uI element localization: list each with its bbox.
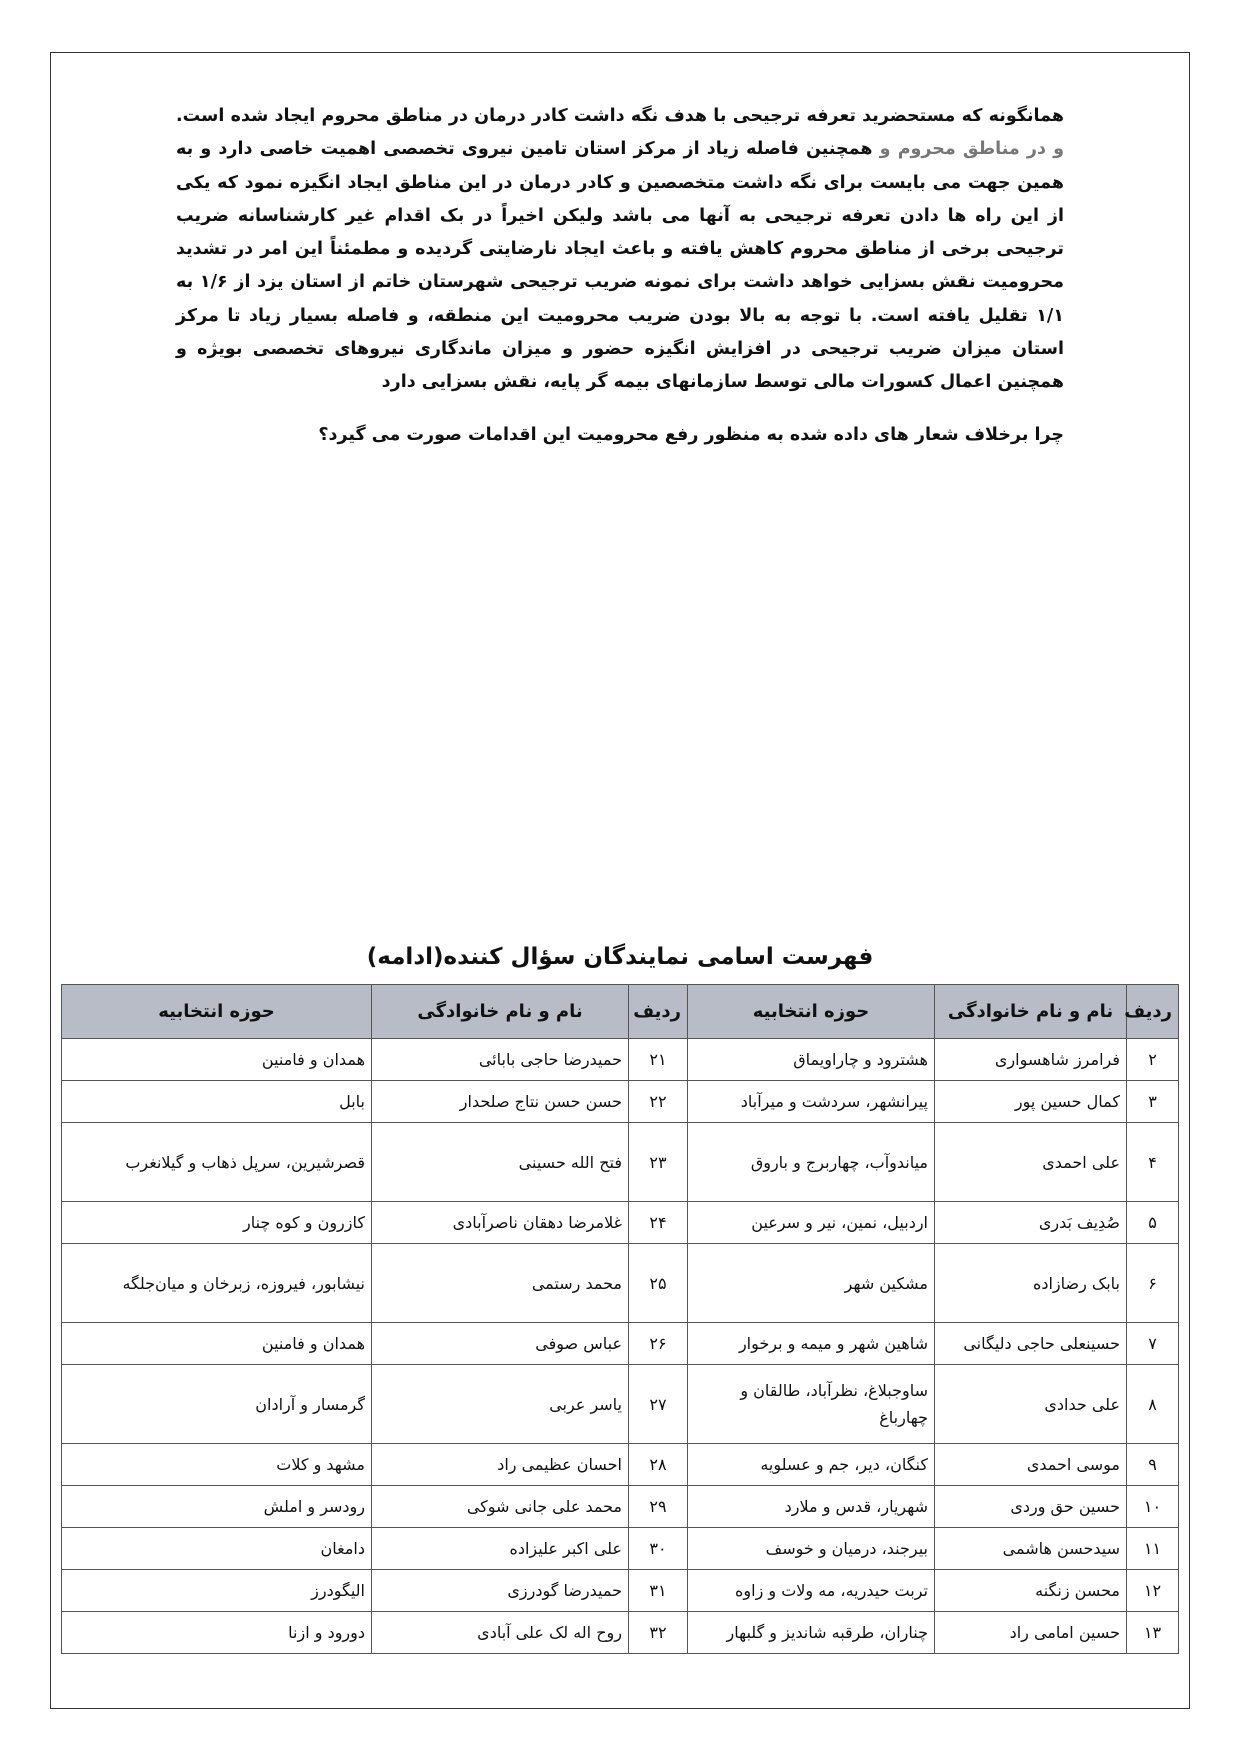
row-number: ۲۴ <box>629 1202 688 1244</box>
table-row <box>62 1123 1179 1202</box>
header-name: نام و نام خانوادگی <box>372 985 629 1039</box>
rep-district: هشترود و چاراویماق <box>688 1039 935 1081</box>
row-number: ۱۱ <box>1127 1528 1179 1570</box>
table-row <box>62 1202 1179 1244</box>
body-paragraph <box>176 100 1064 400</box>
paragraph-part-1: همانگونه که مستحضرید تعرفه ترجیحی با هدف نگه داشت کادر درمان در مناطق محروم ایجاد شده است. <box>176 106 1064 126</box>
paragraph-part-3: همچنین فاصله زیاد از مرکز استان تامین نیروی تخصصی اهمیت خاصی دارد و به همین جهت می بایست برای نگه داشت متخصصین و کادر درمان در این مناطق ایجاد انگیزه نمود که یکی از این راه ها دادن تعرفه ترجیحی به آنها می باشد ولیکن اخیراً در بک اقدام غیر کارشناسانه ضریب ترجیحی برخی از مناطق محروم کاهش یافته و باعث ایجاد نارضایتی گردیده و مطمئناً این امر در تشدید محرومیت نقش بسزایی خواهد داشت برای نمونه ضریب ترجیحی شهرستان خاتم از استان یزد از ۱/۶ به ۱/۱ تقلیل یافته است. با توجه به بالا بودن ضریب محرومیت این منطقه، و فاصله بسیار زیاد تا مرکز استان میزان ضریب ترجیحی در افزایش انگیزه حضور و میزان ماندگاری نیروهای تخصصی بویژه و همچنین اعمال کسورات مالی توسط سازمانهای بیمه گر پایه، نقش بسزایی دارد <box>176 139 1064 393</box>
paragraph-part-2: و در مناطق محروم و <box>879 139 1064 160</box>
row-number: ۲۸ <box>629 1444 688 1486</box>
rep-name: حسین حق وردی <box>935 1486 1127 1528</box>
table-row <box>62 1081 1179 1123</box>
rep-name: حسن حسن نتاج صلحدار <box>372 1081 629 1123</box>
rep-name: محسن زنگنه <box>935 1570 1127 1612</box>
rep-district: قصرشیرین، سرپل ذهاب و گیلانغرب <box>62 1123 372 1202</box>
row-number: ۹ <box>1127 1444 1179 1486</box>
rep-name: کمال حسین پور <box>935 1081 1127 1123</box>
row-number: ۳۱ <box>629 1570 688 1612</box>
rep-name: سیدحسن هاشمی <box>935 1528 1127 1570</box>
rep-name: محمد رستمی <box>372 1244 629 1323</box>
table-row <box>62 1365 1179 1444</box>
rep-name: علی حدادی <box>935 1365 1127 1444</box>
rep-name: غلامرضا دهقان ناصرآبادی <box>372 1202 629 1244</box>
rep-name: عباس صوفی <box>372 1323 629 1365</box>
row-number: ۶ <box>1127 1244 1179 1323</box>
rep-district: همدان و فامنین <box>62 1039 372 1081</box>
header-row-number: ردیف <box>629 985 688 1039</box>
row-number: ۲۵ <box>629 1244 688 1323</box>
rep-district: اردبیل، نمین، نیر و سرعین <box>688 1202 935 1244</box>
table-row <box>62 1570 1179 1612</box>
row-number: ۷ <box>1127 1323 1179 1365</box>
rep-district: دورود و ازنا <box>62 1612 372 1654</box>
table-row <box>62 1612 1179 1654</box>
row-number: ۵ <box>1127 1202 1179 1244</box>
table-row <box>62 1486 1179 1528</box>
rep-district: نیشابور، فیروزه، زبرخان و میان‌جلگه <box>62 1244 372 1323</box>
rep-district: مشکین شهر <box>688 1244 935 1323</box>
row-number: ۲۲ <box>629 1081 688 1123</box>
header-name: نام و نام خانوادگی <box>935 985 1127 1039</box>
rep-name: صُدِیف بَدری <box>935 1202 1127 1244</box>
rep-district: کنگان، دیر، جم و عسلویه <box>688 1444 935 1486</box>
rep-name: حمیدرضا گودرزی <box>372 1570 629 1612</box>
rep-district: شهریار، قدس و ملارد <box>688 1486 935 1528</box>
row-number: ۲ <box>1127 1039 1179 1081</box>
row-number: ۲۱ <box>629 1039 688 1081</box>
question-text: چرا برخلاف شعار های داده شده به منظور رفع محرومیت این اقدامات صورت می گیرد؟ <box>318 425 1064 445</box>
row-number: ۲۷ <box>629 1365 688 1444</box>
representatives-table <box>61 984 1179 1654</box>
rep-name: فرامرز شاهسواری <box>935 1039 1127 1081</box>
rep-name: فتح الله حسینی <box>372 1123 629 1202</box>
rep-district: شاهین شهر و میمه و برخوار <box>688 1323 935 1365</box>
rep-name: حسینعلی حاجی دلیگانی <box>935 1323 1127 1365</box>
rep-district: گرمسار و آرادان <box>62 1365 372 1444</box>
row-number: ۱۲ <box>1127 1570 1179 1612</box>
row-number: ۲۹ <box>629 1486 688 1528</box>
rep-name: یاسر عربی <box>372 1365 629 1444</box>
rep-name: حسین امامی راد <box>935 1612 1127 1654</box>
row-number: ۲۳ <box>629 1123 688 1202</box>
header-district: حوزه انتخابیه <box>688 985 935 1039</box>
row-number: ۳۰ <box>629 1528 688 1570</box>
rep-name: حمیدرضا حاجی بابائی <box>372 1039 629 1081</box>
row-number: ۱۳ <box>1127 1612 1179 1654</box>
rep-name: احسان عظیمی راد <box>372 1444 629 1486</box>
rep-district: ساوجبلاغ، نظرآباد، طالقان و چهارباغ <box>688 1365 935 1444</box>
row-number: ۴ <box>1127 1123 1179 1202</box>
table-row <box>62 1039 1179 1081</box>
header-row-number: ردیف <box>1127 985 1179 1039</box>
table-title: فهرست اسامی نمایندگان سؤال کننده(ادامه) <box>366 944 874 970</box>
rep-district: تربت حیدریه، مه ولات و زاوه <box>688 1570 935 1612</box>
rep-district: دامغان <box>62 1528 372 1570</box>
rep-name: محمد علی جانی شوکی <box>372 1486 629 1528</box>
row-number: ۳۲ <box>629 1612 688 1654</box>
table-row <box>62 1323 1179 1365</box>
table-header-row <box>62 985 1179 1039</box>
header-district: حوزه انتخابیه <box>62 985 372 1039</box>
rep-district: همدان و فامنین <box>62 1323 372 1365</box>
table-row <box>62 1244 1179 1323</box>
table-row <box>62 1528 1179 1570</box>
rep-district: الیگودرز <box>62 1570 372 1612</box>
row-number: ۲۶ <box>629 1323 688 1365</box>
rep-district: بابل <box>62 1081 372 1123</box>
rep-district: رودسر و املش <box>62 1486 372 1528</box>
rep-name: علی اکبر علیزاده <box>372 1528 629 1570</box>
rep-district: میاندوآب، چهاربرج و باروق <box>688 1123 935 1202</box>
rep-district: بیرجند، درمیان و خوسف <box>688 1528 935 1570</box>
rep-name: روح اله لک علی آبادی <box>372 1612 629 1654</box>
rep-district: چناران، طرقبه شاندیز و گلبهار <box>688 1612 935 1654</box>
row-number: ۳ <box>1127 1081 1179 1123</box>
rep-name: علی احمدی <box>935 1123 1127 1202</box>
row-number: ۱۰ <box>1127 1486 1179 1528</box>
table-row <box>62 1444 1179 1486</box>
rep-district: کازرون و کوه چنار <box>62 1202 372 1244</box>
rep-district: پیرانشهر، سردشت و میرآباد <box>688 1081 935 1123</box>
rep-name: موسی احمدی <box>935 1444 1127 1486</box>
row-number: ۸ <box>1127 1365 1179 1444</box>
rep-district: مشهد و کلات <box>62 1444 372 1486</box>
rep-name: بابک رضازاده <box>935 1244 1127 1323</box>
